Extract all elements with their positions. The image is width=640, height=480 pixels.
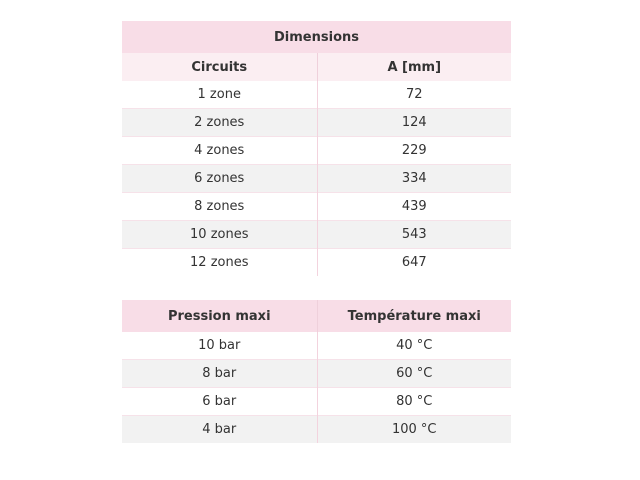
cell-dimension: 439	[317, 193, 511, 221]
cell-pressure: 8 bar	[122, 360, 317, 388]
cell-circuits: 12 zones	[190, 255, 249, 270]
table-header-row	[122, 53, 511, 81]
cell-pressure: 4 bar	[122, 416, 317, 444]
table-title-row	[122, 21, 511, 53]
cell-dimension: 543	[317, 221, 511, 249]
table-row	[122, 221, 511, 249]
cell-circuits: 10 zones	[122, 221, 317, 249]
table-row	[122, 360, 511, 388]
cell-circuits: 1 zone	[197, 87, 241, 102]
cell-circuits: 4 zones	[194, 143, 245, 158]
table-row	[122, 109, 511, 137]
table-row	[122, 416, 511, 444]
table-row	[122, 165, 511, 193]
cell-temperature: 60 °C	[317, 360, 511, 388]
column-header-temperature-maxi: Température maxi	[317, 300, 511, 332]
pressure-temperature-table	[122, 300, 511, 443]
table-row	[122, 193, 511, 221]
column-header-circuits: Circuits	[122, 53, 317, 81]
dimensions-table	[122, 21, 511, 276]
cell-pressure: 10 bar	[198, 338, 241, 353]
cell-dimension: 334	[317, 165, 511, 193]
table-row	[122, 137, 511, 165]
cell-circuits: 6 zones	[122, 165, 317, 193]
table-row	[122, 388, 511, 416]
cell-dimension: 124	[317, 109, 511, 137]
cell-temperature: 100 °C	[317, 416, 511, 444]
table-row	[122, 332, 511, 360]
column-header-pression-maxi: Pression maxi	[122, 300, 317, 332]
cell-temperature: 40 °C	[317, 332, 511, 360]
table-title: Dimensions	[122, 21, 511, 53]
cell-circuits: 2 zones	[122, 109, 317, 137]
cell-dimension: 647	[317, 249, 511, 277]
cell-dimension: 229	[317, 137, 511, 165]
table-row	[122, 249, 511, 277]
column-header-a-mm: A [mm]	[317, 53, 511, 81]
cell-dimension: 72	[317, 81, 511, 109]
cell-circuits: 8 zones	[194, 199, 245, 214]
cell-temperature: 80 °C	[317, 388, 511, 416]
cell-pressure: 6 bar	[202, 394, 237, 409]
table-header-row	[122, 300, 511, 332]
table-row	[122, 81, 511, 109]
